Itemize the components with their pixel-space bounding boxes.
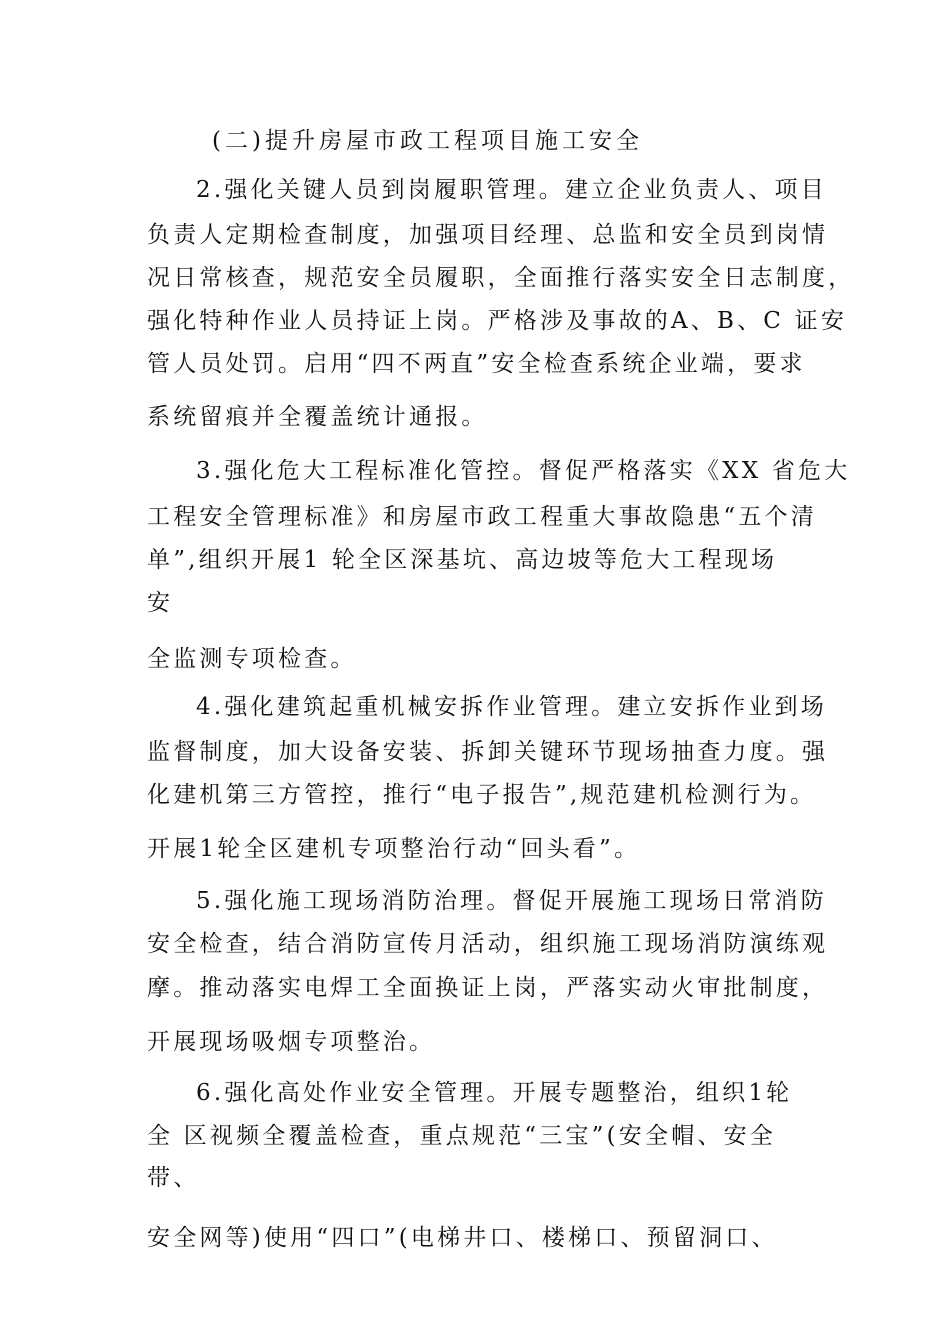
paragraph-line: 开展现场吸烟专项整治。 [147,1029,436,1055]
paragraph-line: 单”,组织开展1 轮全区深基坑、高边坡等危大工程现场 [147,547,778,573]
paragraph-line: 摩。推动落实电焊工全面换证上岗，严落实动火审批制度， [147,975,829,1001]
paragraph-line: 安 [147,590,174,616]
paragraph-line: 5.强化施工现场消防治理。督促开展施工现场日常消防 [196,888,827,914]
paragraph-line: 全监测专项检查。 [147,646,357,672]
paragraph-line: 监督制度，加大设备安装、拆卸关键环节现场抽查力度。强 [147,739,829,765]
paragraph-line: 全 区视频全覆盖检查，重点规范“三宝”(安全帽、安全 [147,1123,777,1149]
paragraph-line: 管人员处罚。启用“四不两直”安全检查系统企业端，要求 [147,351,806,377]
paragraph-line: 强化特种作业人员持证上岗。严格涉及事故的A、B、C 证安 [147,308,848,334]
paragraph-line: 安全检查，结合消防宣传月活动，组织施工现场消防演练观 [147,931,829,957]
section-heading: (二)提升房屋市政工程项目施工安全 [212,128,643,154]
paragraph-line: 负责人定期检查制度，加强项目经理、总监和安全员到岗情 [147,222,829,248]
paragraph-line: 化建机第三方管控，推行“电子报告”,规范建机检测行为。 [147,782,817,808]
paragraph-line: 系统留痕并全覆盖统计通报。 [147,404,488,430]
paragraph-line: 6.强化高处作业安全管理。开展专题整治，组织1轮 [196,1080,793,1106]
paragraph-line: 安全网等)使用“四口”(电梯井口、楼梯口、预留洞口、 [147,1225,778,1251]
paragraph-line: 带、 [147,1165,200,1191]
paragraph-line: 工程安全管理标准》和房屋市政工程重大事故隐患“五个清 [147,504,817,530]
paragraph-line: 况日常核查，规范安全员履职，全面推行落实安全日志制度， [147,265,855,291]
paragraph-line: 开展1轮全区建机专项整治行动“回头看”。 [147,836,641,862]
paragraph-line: 4.强化建筑起重机械安拆作业管理。建立安拆作业到场 [196,694,827,720]
paragraph-line: 3.强化危大工程标准化管控。督促严格落实《XX 省危大 [196,458,851,484]
paragraph-line: 2.强化关键人员到岗履职管理。建立企业负责人、项目 [196,177,827,203]
